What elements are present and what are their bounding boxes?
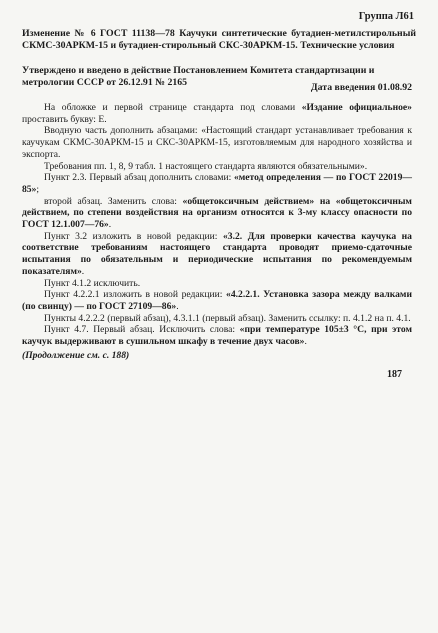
paragraph-2-3: Пункт 2.3. Первый абзац дополнить словами: «метод определения — по ГОСТ 22019—85»; [22,172,412,195]
page-number: 187 [387,369,402,380]
paragraph-second: второй абзац. Заменить слова: «общетоксичным действием» на «общетоксичным действием, по степени воздействия на организм относятся к 3-му классу опасности по ГОСТ 12.1.007—76». [22,195,412,231]
paragraph-requirements: Требования пп. 1, 8, 9 табл. 1 настоящего стандарта являются обязательными». [44,160,368,172]
paragraph-intro: Вводную часть дополнить абзацами: «Настоящий стандарт устанавливает требования к каучукам СКМС-30АРКМ-15 и СКС-30АРКМ-15, изготовляемым для народного хозяйства и экспорта. [22,125,412,160]
approval-statement: Утверждено и введено в действие Постановлением Комитета стандартизации и метрологии СССР от 26.12.91 № 2165 [22,65,375,88]
paragraph-4-1-2: Пункт 4.1.2 исключить. [44,277,141,289]
paragraph-4-7: Пункт 4.7. Первый абзац. Исключить слова: «при температуре 105±3 °С, при этом каучук выдерживают в сушильном шкафу в течение двух часов». [22,324,412,348]
paragraph-3-2: Пункт 3.2 изложить в новой редакции: «3.2. Для проверки качества каучука на соответствие требованиям настоящего стандарта проводят приемо-сдаточные испытания по обязательным и периодические испытания по рекомендуемым показателям». [22,230,412,277]
document-body [22,102,412,361]
amendment-title: Изменение № 6 ГОСТ 11138—78 Каучуки синтетические бутадиен-метилстирольный СКМС-30АРКМ-15 и бутадиен-стирольный СКС-30АРКМ-15. Технические условия [22,28,416,51]
effective-date: Дата введения 01.08.92 [310,82,412,93]
paragraph-cover: На обложке и первой странице стандарта под словами «Издание официальное» проставить букву: Е. [22,102,412,125]
continued-note: (Продолжение см. с. 188) [22,349,130,361]
group-label: Группа Л61 [358,11,414,22]
paragraph-4-2-2-2: Пункты 4.2.2.2 (первый абзац), 4.3.1.1 (первый абзац). Заменить ссылку: п. 4.1.2 на п. 4.1. [44,312,411,324]
paragraph-4-2-2-1: Пункт 4.2.2.1 изложить в новой редакции: «4.2.2.1. Установка зазора между валками (по свинцу) — по ГОСТ 27109—86». [22,289,412,312]
